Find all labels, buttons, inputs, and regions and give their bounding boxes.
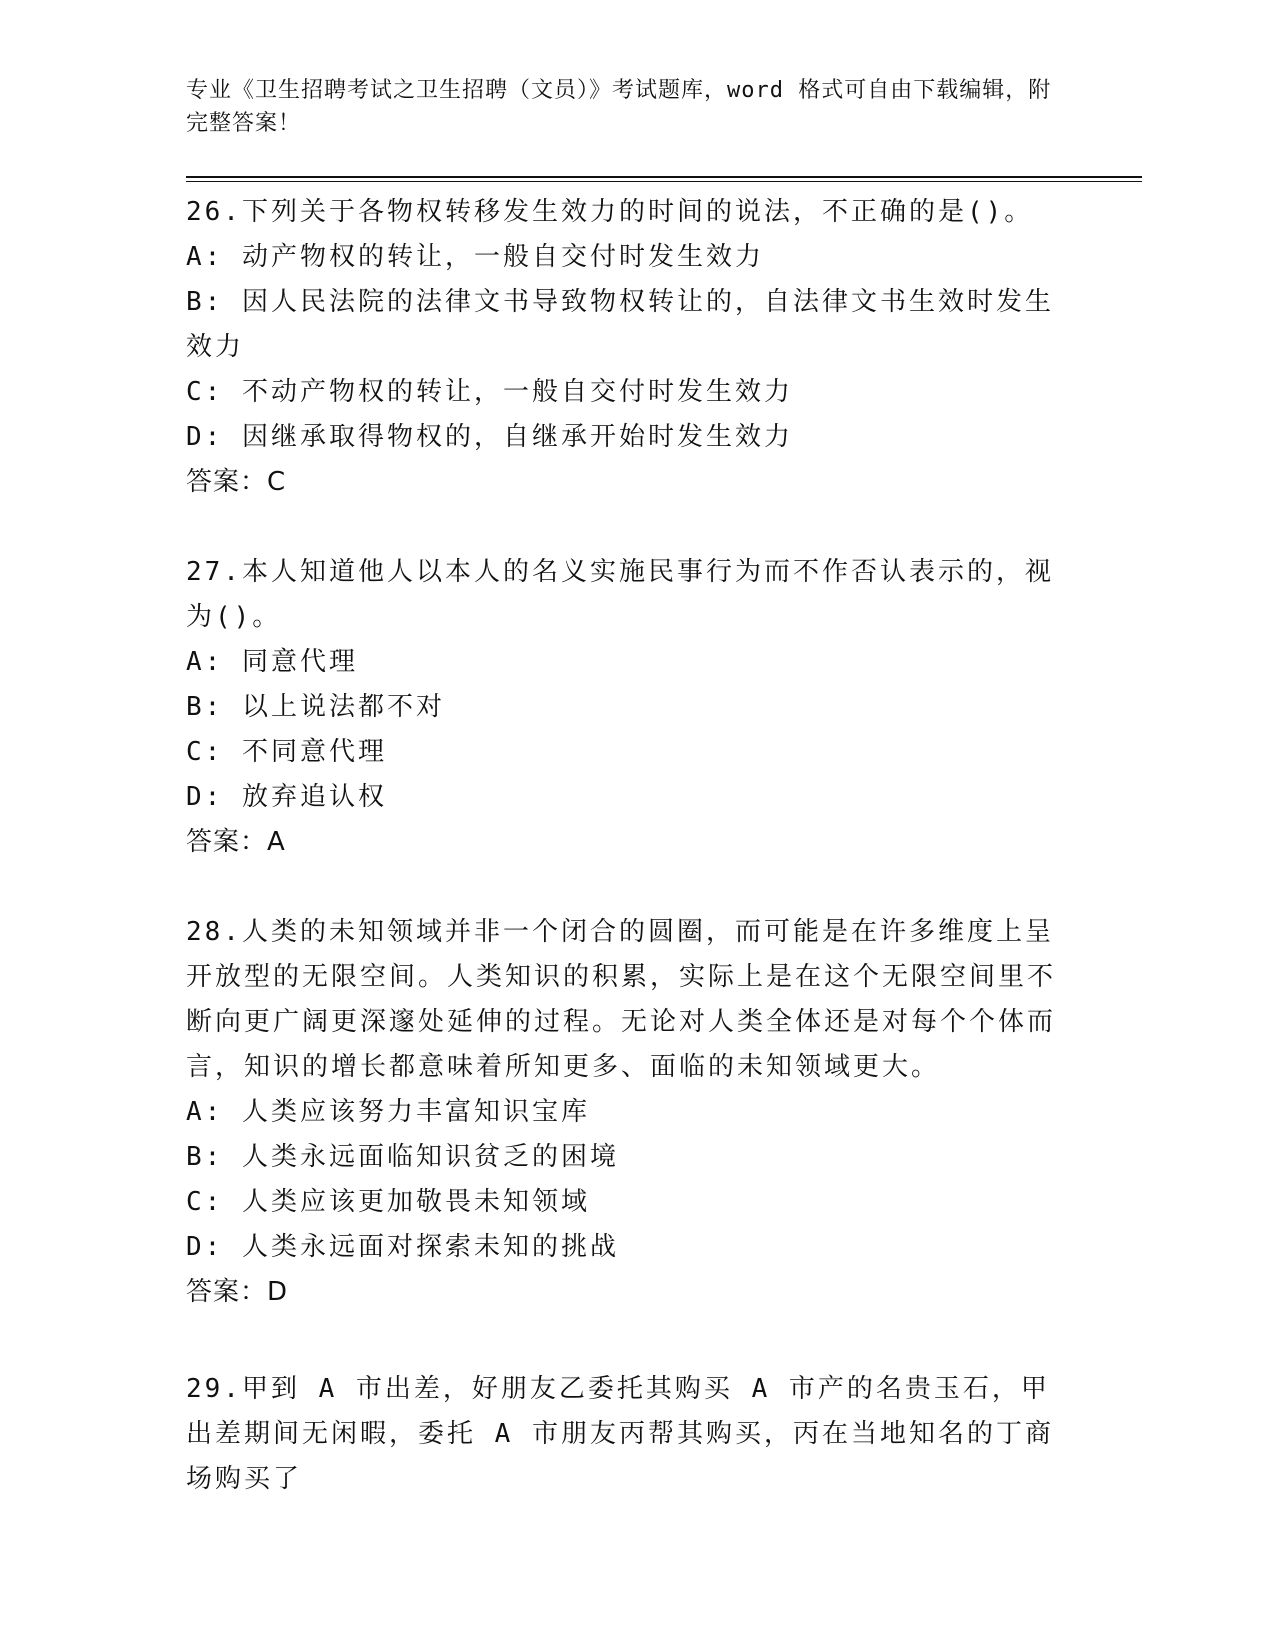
answer-line: 答案：A bbox=[186, 827, 286, 857]
option-a: A: 同意代理 bbox=[186, 647, 358, 677]
option-d: D: 因继承取得物权的，自继承开始时发生效力 bbox=[186, 422, 793, 452]
question-stem: 28.人类的未知领域并非一个闭合的圆圈，而可能是在许多维度上呈开放型的无限空间。人类知识的积累，实际上是在这个无限空间里不断向更广阔更深邃处延伸的过程。无论对人类全体还是对每个个体而言，知识的增长都意味着所知更多、面临的未知领域更大。 bbox=[186, 917, 1057, 1082]
question-27 bbox=[186, 550, 1066, 865]
document-header: 专业《卫生招聘考试之卫生招聘（文员）》考试题库，word 格式可自由下载编辑，附完整答案！ bbox=[186, 78, 1052, 136]
header-divider-thick bbox=[186, 176, 1142, 178]
option-d: D: 人类永远面对探索未知的挑战 bbox=[186, 1232, 619, 1262]
option-a: A: 人类应该努力丰富知识宝库 bbox=[186, 1097, 590, 1127]
option-d: D: 放弃追认权 bbox=[186, 782, 387, 812]
option-b: B: 因人民法院的法律文书导致物权转让的，自法律文书生效时发生效力 bbox=[186, 287, 1054, 362]
question-stem: 29.甲到 A 市出差，好朋友乙委托其购买 A 市产的名贵玉石，甲出差期间无闲暇，委托 A 市朋友丙帮其购买，丙在当地知名的丁商场购买了 bbox=[186, 1374, 1054, 1494]
header-divider-thin bbox=[186, 181, 1142, 182]
option-c: C: 人类应该更加敬畏未知领域 bbox=[186, 1187, 590, 1217]
option-c: C: 不动产物权的转让，一般自交付时发生效力 bbox=[186, 377, 793, 407]
question-29 bbox=[186, 1367, 1066, 1502]
question-stem: 26.下列关于各物权转移发生效力的时间的说法，不正确的是()。 bbox=[186, 197, 1034, 227]
option-b: B: 以上说法都不对 bbox=[186, 692, 445, 722]
option-b: B: 人类永远面临知识贫乏的困境 bbox=[186, 1142, 619, 1172]
question-26 bbox=[186, 190, 1066, 505]
option-a: A: 动产物权的转让，一般自交付时发生效力 bbox=[186, 242, 764, 272]
question-stem: 27.本人知道他人以本人的名义实施民事行为而不作否认表示的，视为()。 bbox=[186, 557, 1054, 632]
option-c: C: 不同意代理 bbox=[186, 737, 387, 767]
answer-line: 答案：D bbox=[186, 1277, 289, 1307]
question-28 bbox=[186, 910, 1066, 1315]
answer-line: 答案：C bbox=[186, 467, 287, 497]
